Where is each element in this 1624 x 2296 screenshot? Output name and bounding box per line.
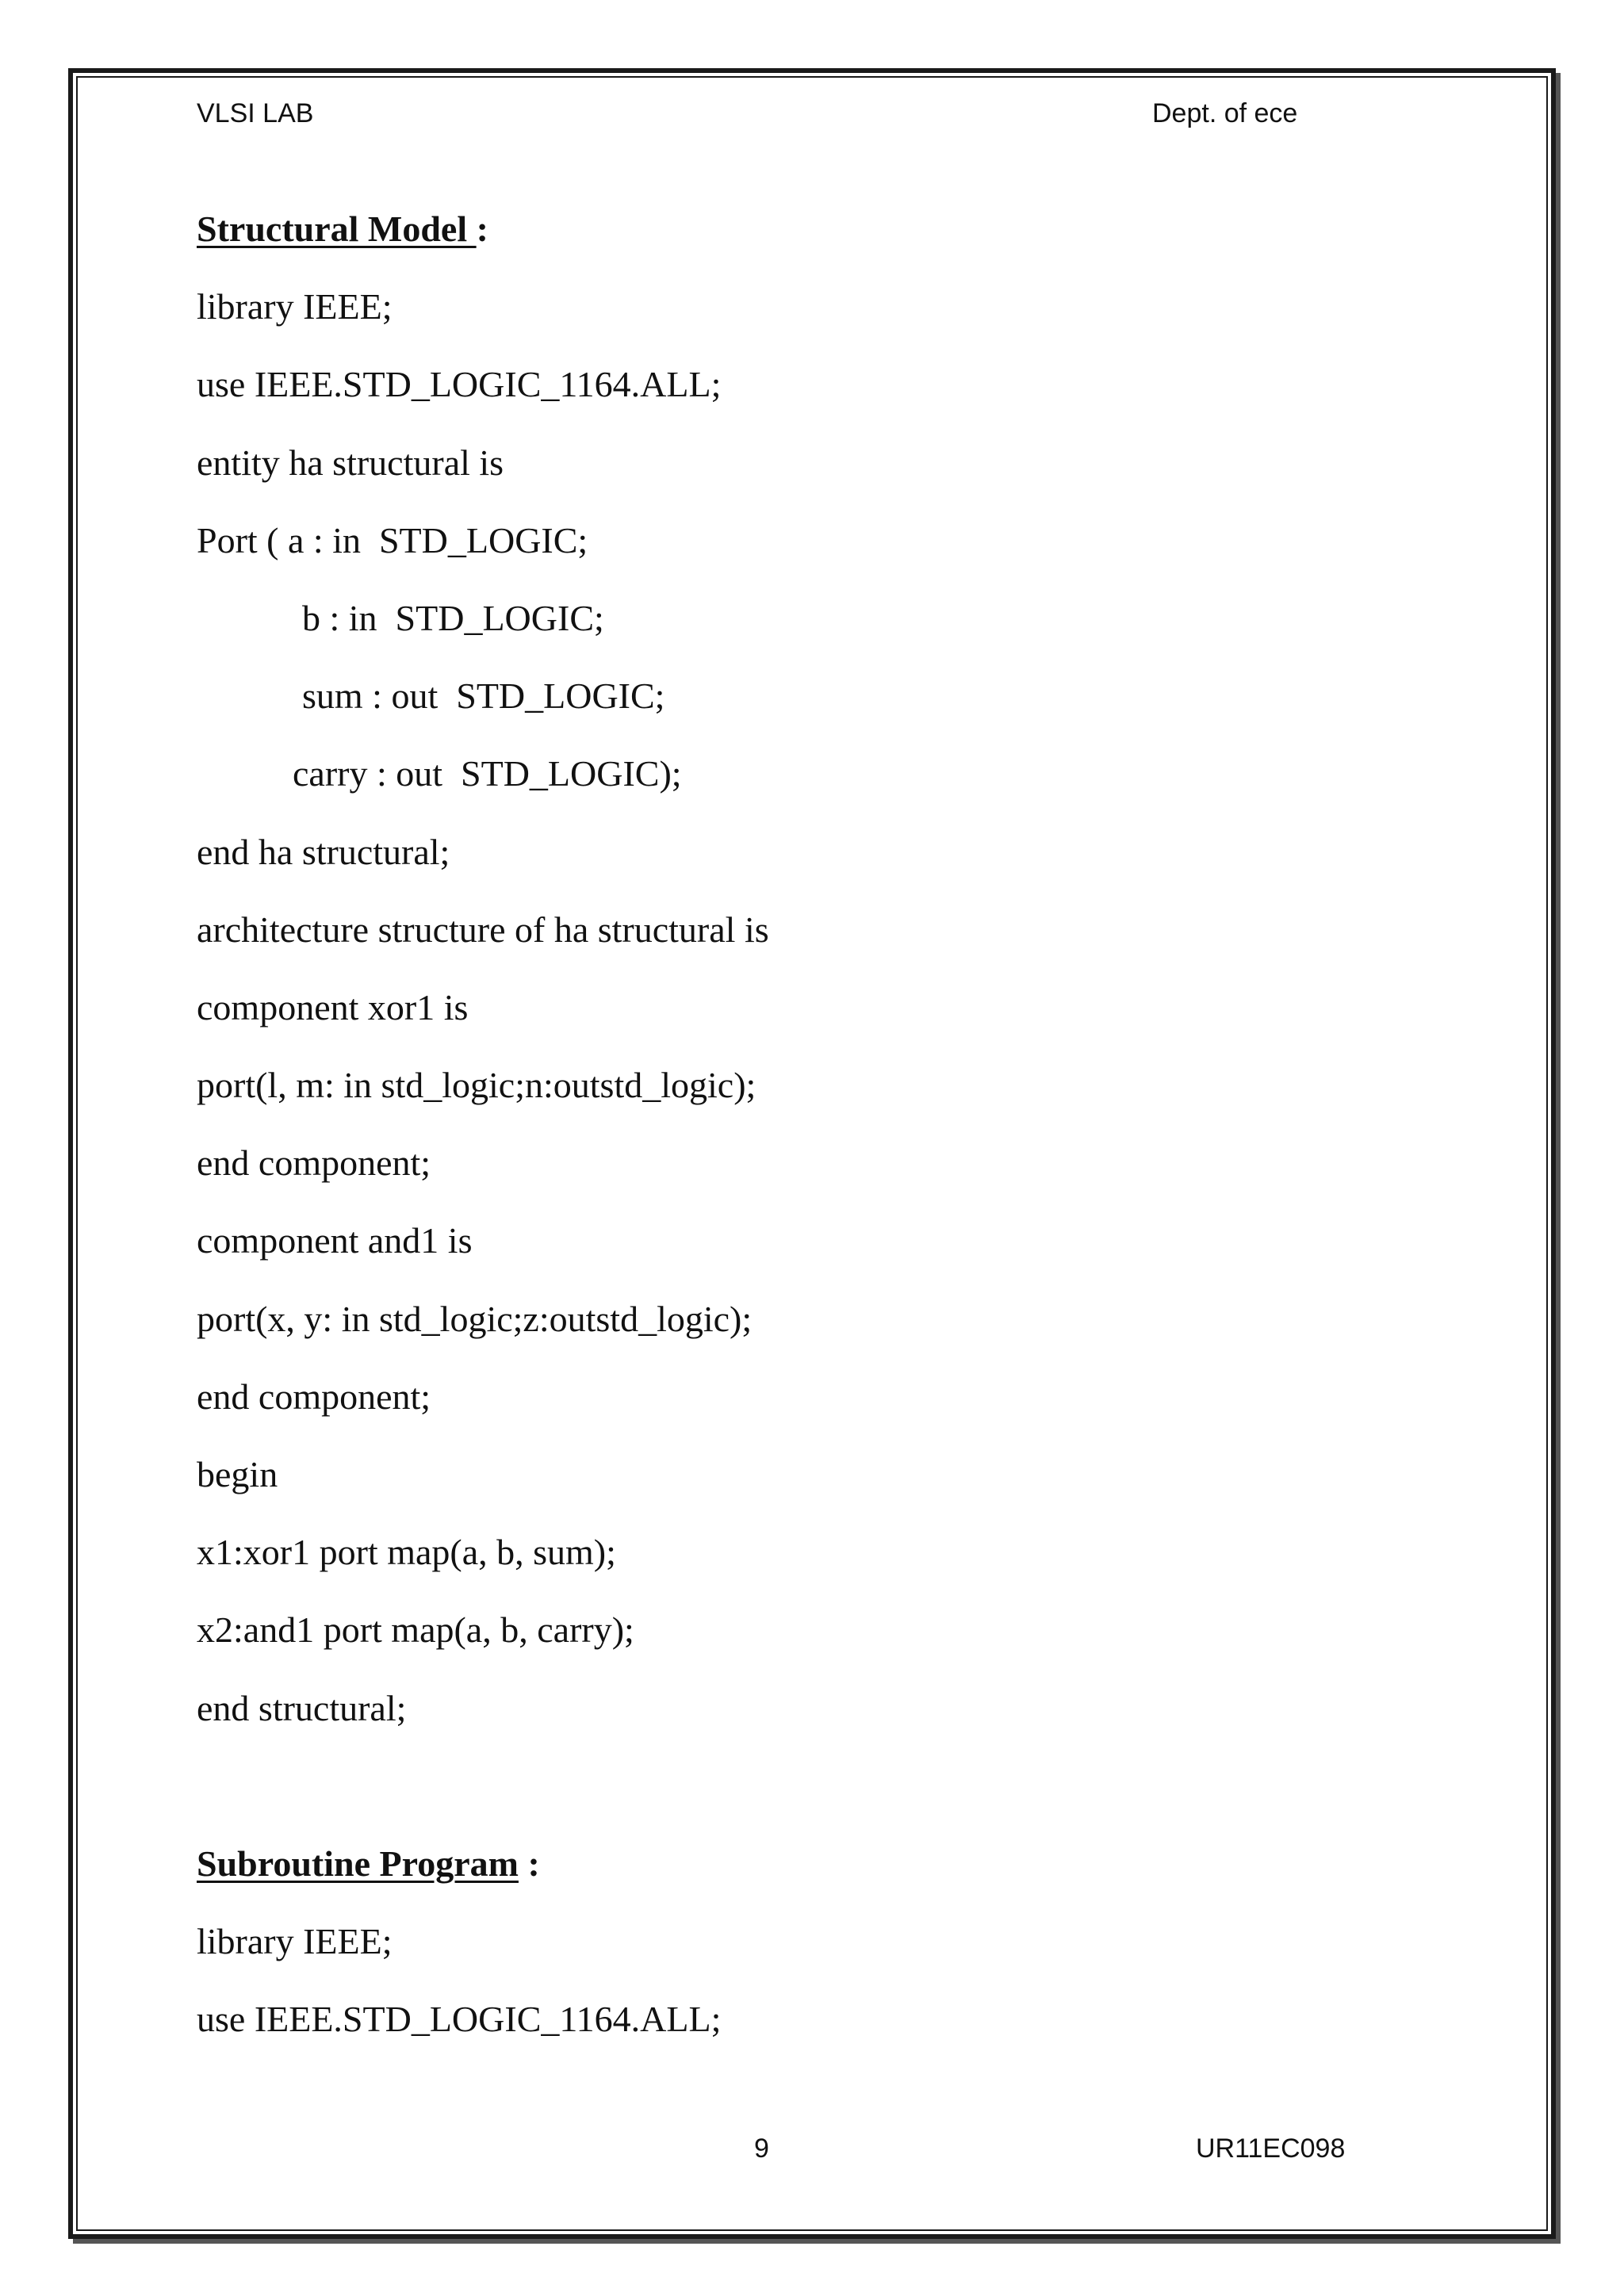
header-department: Dept. of ece bbox=[1152, 98, 1298, 128]
page-border-shadow-right bbox=[1556, 73, 1561, 2244]
code-line: carry : out STD_LOGIC); bbox=[293, 753, 682, 794]
code-line: port(x, y: in std_logic;z:outstd_logic); bbox=[197, 1298, 753, 1339]
code-line: x2:and1 port map(a, b, carry); bbox=[197, 1609, 634, 1651]
code-line: port(l, m: in std_logic;n:outstd_logic); bbox=[197, 1065, 756, 1106]
code-line: end component; bbox=[197, 1142, 431, 1184]
code-line: b : in STD_LOGIC; bbox=[302, 597, 604, 638]
subroutine-program-heading-text: Subroutine Program bbox=[197, 1843, 519, 1884]
code-line: end ha structural; bbox=[197, 831, 450, 872]
document-body bbox=[197, 190, 1465, 2059]
code-line: architecture structure of ha structural is bbox=[197, 909, 769, 950]
structural-model-heading bbox=[197, 190, 1465, 268]
structural-model-heading-colon: : bbox=[476, 209, 488, 249]
code-line: end component; bbox=[197, 1376, 431, 1417]
subroutine-program-heading-colon: : bbox=[518, 1843, 540, 1884]
code-line: x1:xor1 port map(a, b, sum); bbox=[197, 1532, 616, 1573]
spacer bbox=[197, 1747, 1465, 1825]
page-border-shadow-bottom bbox=[73, 2239, 1561, 2244]
subroutine-program-heading bbox=[197, 1825, 1465, 1903]
code-line: component and1 is bbox=[197, 1220, 473, 1261]
code-line: sum : out STD_LOGIC; bbox=[302, 675, 665, 717]
code-line: end structural; bbox=[197, 1687, 407, 1728]
code-line: begin bbox=[197, 1454, 278, 1494]
code-line: Port ( a : in STD_LOGIC; bbox=[197, 519, 588, 561]
code-line: entity ha structural is bbox=[197, 442, 504, 483]
structural-model-heading-text: Structural Model bbox=[197, 209, 477, 249]
code-line: use IEEE.STD_LOGIC_1164.ALL; bbox=[197, 1999, 722, 2040]
footer-page-number: 9 bbox=[754, 2133, 769, 2164]
code-line: library IEEE; bbox=[197, 286, 393, 327]
code-line: library IEEE; bbox=[197, 1921, 393, 1962]
footer-roll-number: UR11EC098 bbox=[1196, 2133, 1346, 2164]
code-line: use IEEE.STD_LOGIC_1164.ALL; bbox=[197, 364, 722, 405]
code-line: component xor1 is bbox=[197, 986, 469, 1027]
header-lab-name: VLSI LAB bbox=[197, 98, 314, 128]
